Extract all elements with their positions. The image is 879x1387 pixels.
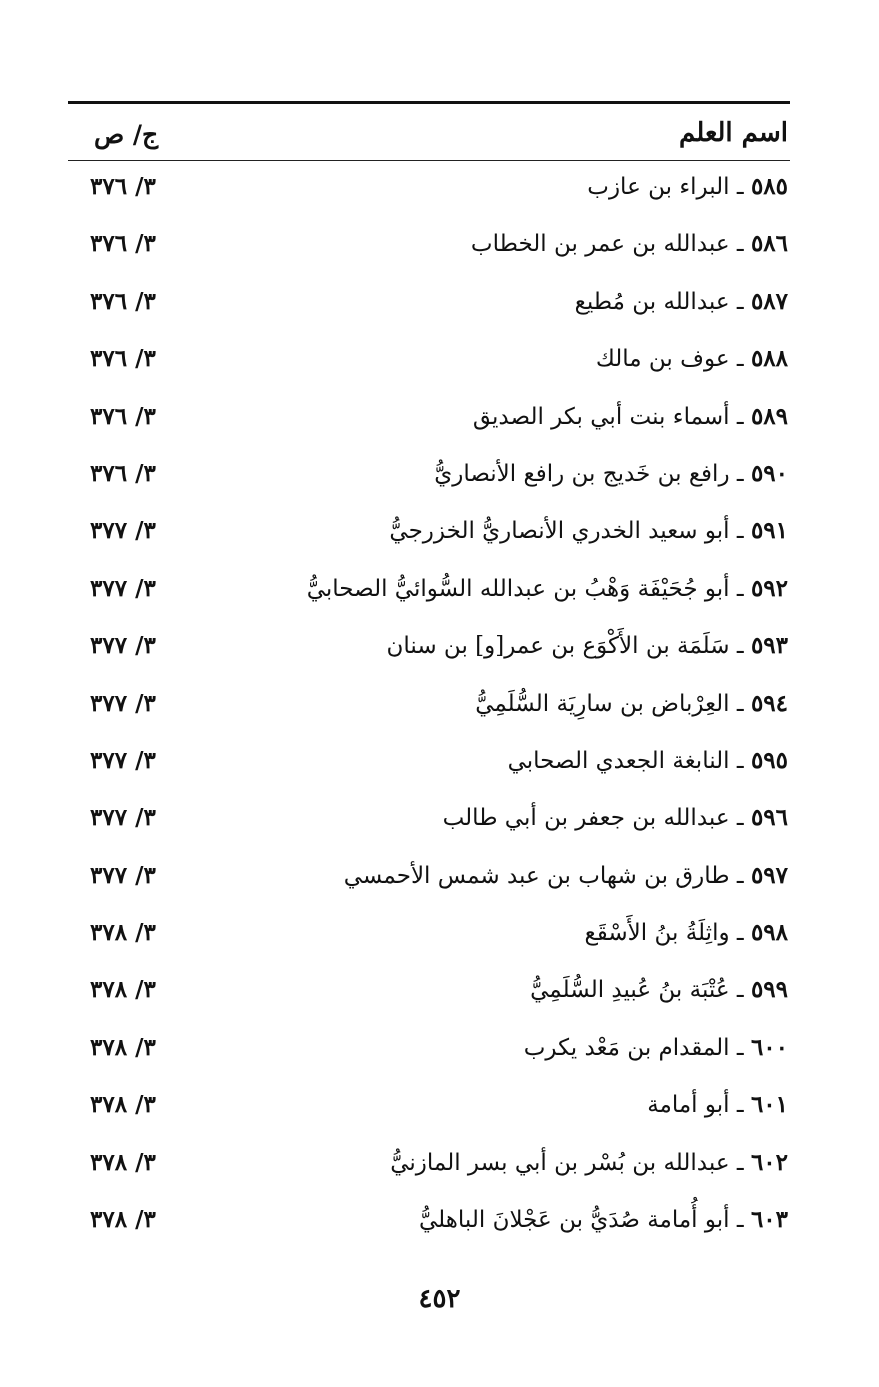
entry-number: ٥٩٩	[750, 976, 788, 1004]
table-row	[68, 1024, 790, 1081]
entry-name: ٥٩٢ ـ أبو جُحَيْفَة وَهْبُ بن عبدالله السُّوائيُّ الصحابيُّ	[306, 574, 788, 602]
entry-name-text: سَلَمَة بن الأَكْوَع بن عمر[و] بن سنان	[386, 633, 730, 660]
table-row	[68, 335, 790, 392]
entry-reference: ٣/ ٣٧٧	[90, 804, 156, 832]
entries-list	[68, 163, 790, 1253]
entry-name-text: واثِلَةُ بنُ الأَسْقَع	[584, 920, 730, 947]
table-row	[68, 565, 790, 622]
entry-name: ٦٠٣ ـ أبو أُمامة صُدَيُّ بن عَجْلانَ الباهليُّ	[419, 1206, 788, 1234]
table-row	[68, 507, 790, 564]
entry-number: ٦٠٢	[750, 1148, 788, 1176]
entry-reference: ٣/ ٣٧٨	[90, 1091, 156, 1119]
table-row	[68, 1139, 790, 1196]
entry-name-text: عبدالله بن بُسْر بن أبي بسر المازنيُّ	[390, 1149, 730, 1176]
entry-reference: ٣/ ٣٧٧	[90, 861, 156, 889]
entry-number: ٦٠٣	[750, 1206, 788, 1234]
entry-name-text: طارق بن شهاب بن عبد شمس الأحمسي	[343, 862, 730, 889]
entry-reference: ٣/ ٣٧٧	[90, 632, 156, 660]
table-row	[68, 852, 790, 909]
entry-number: ٥٨٨	[750, 345, 788, 373]
entry-name: ٥٩٨ ـ واثِلَةُ بنُ الأَسْقَع	[584, 919, 788, 947]
entry-number: ٥٨٩	[750, 402, 788, 430]
entry-name-text: عوف بن مالك	[595, 346, 730, 373]
entry-name-text: عُتْبَة بنُ عُبيدِ السُّلَمِيُّ	[530, 977, 730, 1004]
entry-name-text: العِرْباض بن سارِيَة السُّلَمِيُّ	[475, 690, 730, 717]
entry-reference: ٣/ ٣٧٦	[90, 230, 156, 258]
entry-number: ٥٩١	[750, 517, 788, 545]
table-row	[68, 680, 790, 737]
entry-name: ٥٩٣ ـ سَلَمَة بن الأَكْوَع بن عمر[و] بن سنان	[386, 632, 788, 660]
entry-name-text: النابغة الجعدي الصحابي	[507, 747, 730, 774]
entry-name: ٥٩٩ ـ عُتْبَة بنُ عُبيدِ السُّلَمِيُّ	[530, 976, 788, 1004]
entry-name: ٥٩٦ ـ عبدالله بن جعفر بن أبي طالب	[442, 804, 788, 832]
entry-number: ٦٠١	[750, 1091, 788, 1119]
table-row	[68, 622, 790, 679]
table-row	[68, 737, 790, 794]
entry-reference: ٣/ ٣٧٧	[90, 517, 156, 545]
entry-name-text: أبو أمامة	[647, 1092, 730, 1119]
entry-reference: ٣/ ٣٧٨	[90, 1206, 156, 1234]
table-row	[68, 966, 790, 1023]
entry-name: ٥٩٤ ـ العِرْباض بن سارِيَة السُّلَمِيُّ	[475, 689, 788, 717]
entry-name-text: أبو سعيد الخدري الأنصاريُّ الخزرجيُّ	[389, 518, 730, 545]
entry-reference: ٣/ ٣٧٦	[90, 287, 156, 315]
entry-name: ٥٩٥ ـ النابغة الجعدي الصحابي	[507, 746, 788, 774]
entry-number: ٥٨٧	[750, 287, 788, 315]
entry-name: ٥٨٧ ـ عبدالله بن مُطيع	[574, 287, 788, 315]
entry-number: ٦٠٠	[750, 1033, 788, 1061]
entry-name-text: عبدالله بن عمر بن الخطاب	[470, 231, 730, 258]
entry-number: ٥٨٦	[750, 230, 788, 258]
table-row	[68, 1196, 790, 1253]
entry-name-text: المقدام بن مَعْد يكرب	[523, 1034, 730, 1061]
volume-page-column-header: ج/ ص	[94, 120, 159, 149]
entry-name: ٦٠٢ ـ عبدالله بن بُسْر بن أبي بسر المازنيُّ	[390, 1148, 788, 1176]
table-row	[68, 393, 790, 450]
entry-reference: ٣/ ٣٧٦	[90, 402, 156, 430]
entry-reference: ٣/ ٣٧٧	[90, 689, 156, 717]
entry-number: ٥٩٤	[750, 689, 788, 717]
entry-reference: ٣/ ٣٧٨	[90, 1148, 156, 1176]
table-row	[68, 794, 790, 851]
entry-name-text: رافع بن خَديج بن رافع الأنصاريُّ	[434, 460, 730, 487]
entry-name: ٥٩٧ ـ طارق بن شهاب بن عبد شمس الأحمسي	[343, 861, 788, 889]
entry-name: ٥٩٠ ـ رافع بن خَديج بن رافع الأنصاريُّ	[434, 459, 788, 487]
entry-name: ٥٨٥ ـ البراء بن عازب	[587, 173, 788, 200]
entry-name: ٦٠٠ ـ المقدام بن مَعْد يكرب	[523, 1033, 788, 1061]
entry-name-text: عبدالله بن جعفر بن أبي طالب	[442, 805, 730, 832]
table-row	[68, 163, 790, 220]
entry-number: ٥٩٣	[750, 632, 788, 660]
entry-number: ٥٩٥	[750, 746, 788, 774]
entry-name-text: أبو أُمامة صُدَيُّ بن عَجْلانَ الباهليُّ	[419, 1207, 730, 1234]
entry-number: ٥٨٥	[750, 173, 788, 200]
top-rule	[68, 101, 790, 104]
table-row	[68, 1081, 790, 1138]
entry-name: ٥٨٨ ـ عوف بن مالك	[595, 345, 788, 373]
header-rule	[68, 160, 790, 161]
entry-reference: ٣/ ٣٧٧	[90, 746, 156, 774]
entry-name: ٥٨٦ ـ عبدالله بن عمر بن الخطاب	[470, 230, 788, 258]
table-row	[68, 278, 790, 335]
entry-reference: ٣/ ٣٧٧	[90, 574, 156, 602]
entry-number: ٥٩٧	[750, 861, 788, 889]
entry-name-text: عبدالله بن مُطيع	[574, 288, 730, 315]
entry-number: ٥٩٠	[750, 459, 788, 487]
entry-name: ٥٨٩ ـ أسماء بنت أبي بكر الصديق	[472, 402, 788, 430]
entry-number: ٥٩٦	[750, 804, 788, 832]
entry-name: ٥٩١ ـ أبو سعيد الخدري الأنصاريُّ الخزرجيُّ	[389, 517, 788, 545]
entry-reference: ٣/ ٣٧٦	[90, 345, 156, 373]
table-header	[68, 112, 790, 160]
table-row	[68, 450, 790, 507]
entry-name-text: البراء بن عازب	[587, 174, 730, 200]
entry-reference: ٣/ ٣٧٦	[90, 173, 156, 200]
entry-reference: ٣/ ٣٧٨	[90, 1033, 156, 1061]
page-number: ٤٥٢	[418, 1284, 461, 1314]
entry-name-text: أبو جُحَيْفَة وَهْبُ بن عبدالله السُّوائيُّ الصحابيُّ	[306, 575, 730, 602]
entry-number: ٥٩٢	[750, 574, 788, 602]
name-column-header: اسم العلم	[679, 118, 788, 148]
entry-name: ٦٠١ ـ أبو أمامة	[647, 1091, 788, 1119]
table-row	[68, 220, 790, 277]
table-row	[68, 909, 790, 966]
entry-number: ٥٩٨	[750, 919, 788, 947]
entry-reference: ٣/ ٣٧٨	[90, 976, 156, 1004]
entry-reference: ٣/ ٣٧٦	[90, 459, 156, 487]
entry-reference: ٣/ ٣٧٨	[90, 919, 156, 947]
entry-name-text: أسماء بنت أبي بكر الصديق	[472, 403, 730, 430]
